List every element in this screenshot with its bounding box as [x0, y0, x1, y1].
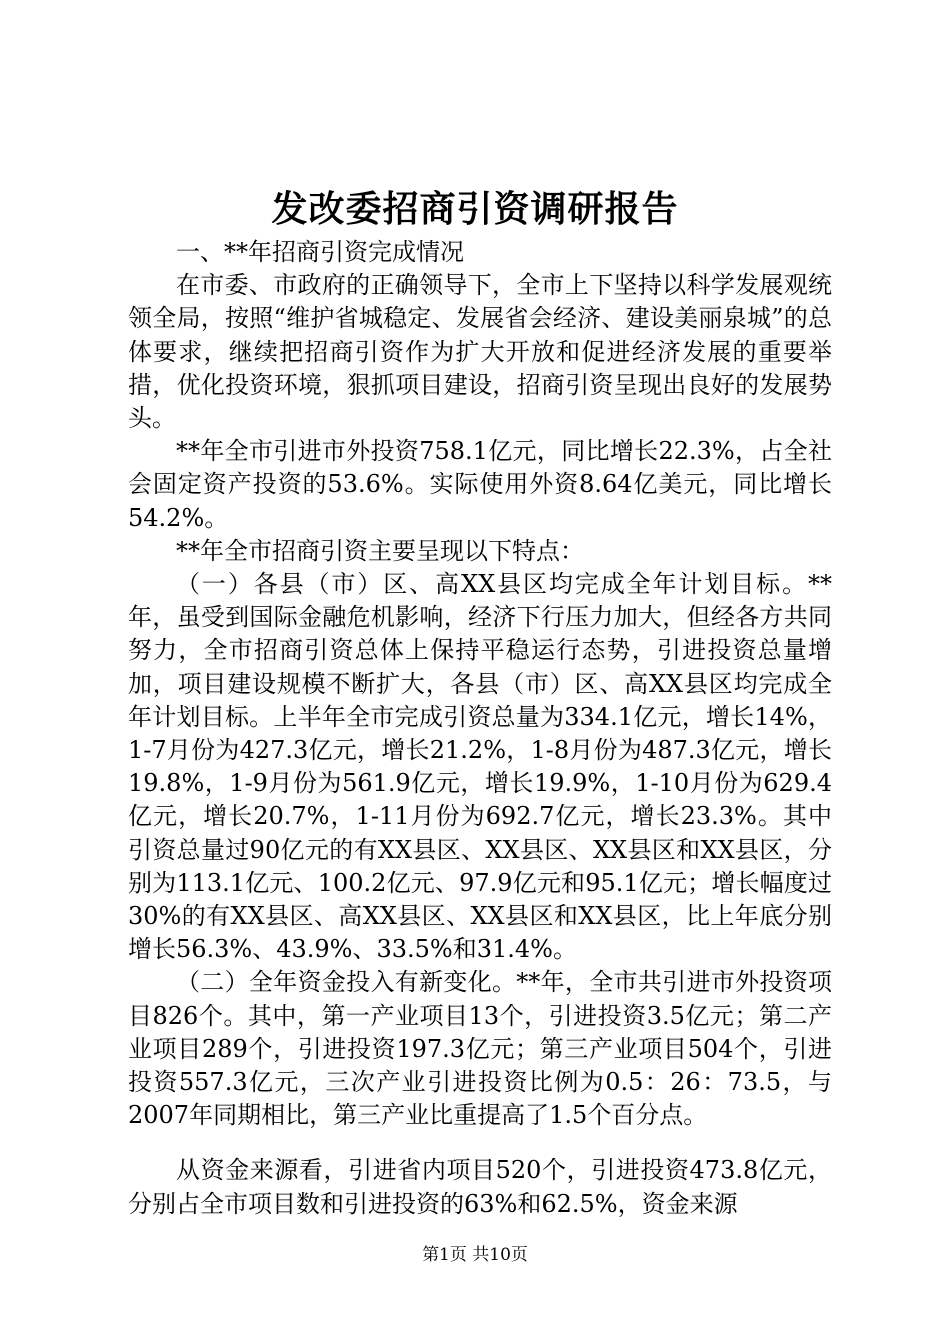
- section-heading: 一、**年招商引资完成情况: [176, 238, 464, 266]
- page-number-footer: 第1页 共10页: [422, 1245, 528, 1265]
- paragraph: 在市委、市政府的正确领导下，全市上下坚持以科学发展观统领全局，按照“维护省城稳定、发展省会经济、建设美丽泉城”的总体要求，继续把招商引资作为扩大开放和促进经济发展的重要举措，优化投资环境，狠抓项目建设，招商引资呈现出良好的发展势头。: [128, 271, 832, 433]
- paragraph: 从资金来源看，引进省内项目520个，引进投资473.8亿元，分别占全市项目数和引进投资的63%和62.5%，资金来源: [128, 1156, 832, 1218]
- paragraph: （二）全年资金投入有新变化。**年，全市共引进市外投资项目826个。其中，第一产业项目13个，引进投资3.5亿元；第二产业项目289个，引进投资197.3亿元；第三产业项目504个，引进投资557.3亿元，三次产业引进投资比例为0.5：26：73.5，与2007年同期相比，第三产业比重提高了1.5个百分点。: [128, 968, 832, 1130]
- paragraph: **年全市引进市外投资758.1亿元，同比增长22.3%，占全社会固定资产投资的53.6%。实际使用外资8.64亿美元，同比增长54.2%。: [128, 437, 832, 532]
- paragraph: **年全市招商引资主要呈现以下特点：: [176, 536, 584, 565]
- paragraph: （一）各县（市）区、高XX县区均完成全年计划目标。**年，虽受到国际金融危机影响，经济下行压力加大，但经各方共同努力，全市招商引资总体上保持平稳运行态势，引进投资总量增加，项目建设规模不断扩大，各县（市）区、高XX县区均完成全年计划目标。上半年全市完成引资总量为334.1亿元，增长14%，1-7月份为427.3亿元，增长21.2%，1-8月份为487.3亿元，增长19.8%，1-9月份为561.9亿元，增长19.9%，1-10月份为629.4亿元，增长20.7%，1-11月份为692.7亿元，增长23.3%。其中引资总量过90亿元的有XX县区、XX县区、XX县区和XX县区，分别为113.1亿元、100.2亿元、97.9亿元和95.1亿元；增长幅度过30%的有XX县区、高XX县区、XX县区和XX县区，比上年底分别增长56.3%、43.9%、33.5%和31.4%。: [128, 570, 832, 964]
- document-body: [128, 236, 832, 1221]
- document-title: 发改委招商引资调研报告: [271, 188, 679, 230]
